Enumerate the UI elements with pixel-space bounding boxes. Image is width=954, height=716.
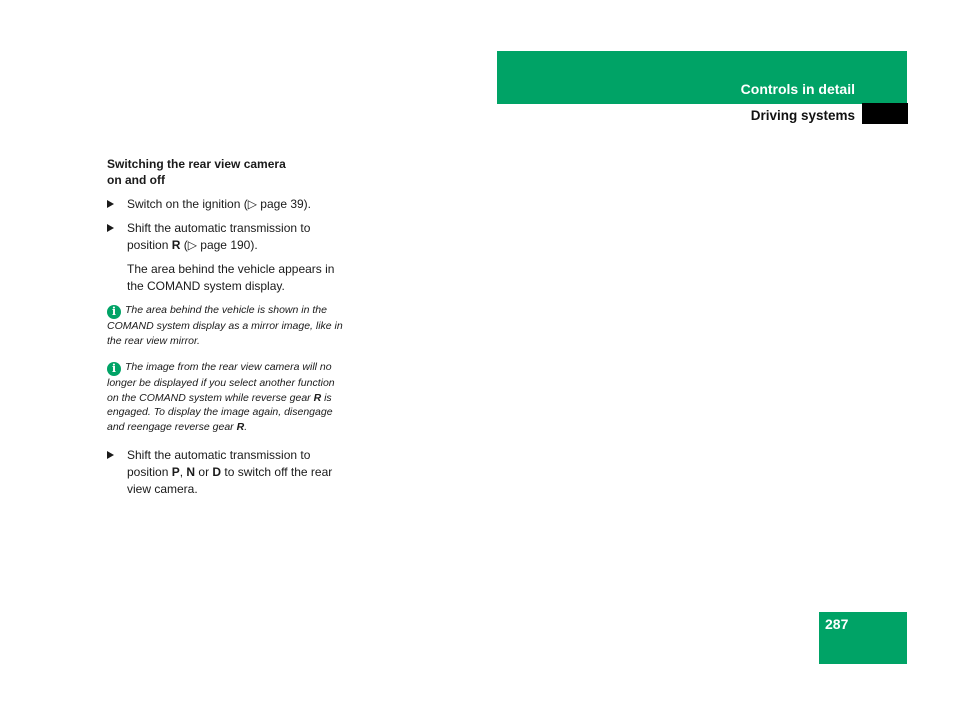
step-shift-to-reverse xyxy=(107,220,347,254)
note-text: The image from the rear view camera will no longer be displayed if you select another function on the COMAND system while reverse gear xyxy=(107,361,335,404)
page-number-box xyxy=(819,612,907,664)
heading-line-2: on and off xyxy=(107,173,165,187)
section-tab-marker xyxy=(862,103,908,124)
chapter-title: Controls in detail xyxy=(740,81,855,97)
info-note-mirror-image xyxy=(107,303,347,348)
info-icon: i xyxy=(107,305,121,319)
heading-line-1: Switching the rear view camera xyxy=(107,157,286,171)
step-text: to switch off the rear view camera. xyxy=(127,464,333,496)
main-content xyxy=(107,156,347,505)
step-text: Shift the automatic transmission to position xyxy=(127,447,311,479)
note-text: The area behind the vehicle is shown in the COMAND system display as a mirror image, like in the rear view mirror. xyxy=(107,304,343,347)
page-reference: page 190). xyxy=(196,238,258,252)
step-switch-on-ignition xyxy=(107,196,347,213)
step-text: ( xyxy=(180,238,188,252)
info-icon: i xyxy=(107,362,121,376)
step-text: Shift the automatic transmission to position xyxy=(127,221,311,252)
gear-r: R xyxy=(313,391,322,404)
note-text: . xyxy=(244,420,248,433)
info-note-display-off xyxy=(107,360,347,434)
step-text: Switch on the ignition ( xyxy=(127,197,248,211)
gear-n: N xyxy=(186,464,196,479)
separator-text: , xyxy=(179,464,187,479)
note-text: is engaged. To display the image again, disengage and reengage reverse gear xyxy=(107,391,333,433)
gear-r: R xyxy=(236,420,245,433)
gear-p: P xyxy=(171,464,180,479)
gear-d: D xyxy=(212,464,222,479)
gear-r: R xyxy=(171,238,181,252)
section-heading xyxy=(107,156,347,188)
section-title: Driving systems xyxy=(750,108,855,123)
page-number: 287 xyxy=(825,616,849,632)
step-switch-off-camera xyxy=(107,447,347,498)
bullet-arrow-icon xyxy=(107,451,114,459)
bullet-arrow-icon xyxy=(107,224,114,232)
separator-text: or xyxy=(195,464,213,479)
step-result: The area behind the vehicle appears in the COMAND system display. xyxy=(127,262,335,293)
header-band xyxy=(497,51,907,104)
page-ref-arrow-icon: ▷ xyxy=(187,238,197,252)
bullet-arrow-icon xyxy=(107,200,114,208)
page-reference: page 39). xyxy=(256,197,312,211)
page-ref-arrow-icon: ▷ xyxy=(247,197,257,211)
